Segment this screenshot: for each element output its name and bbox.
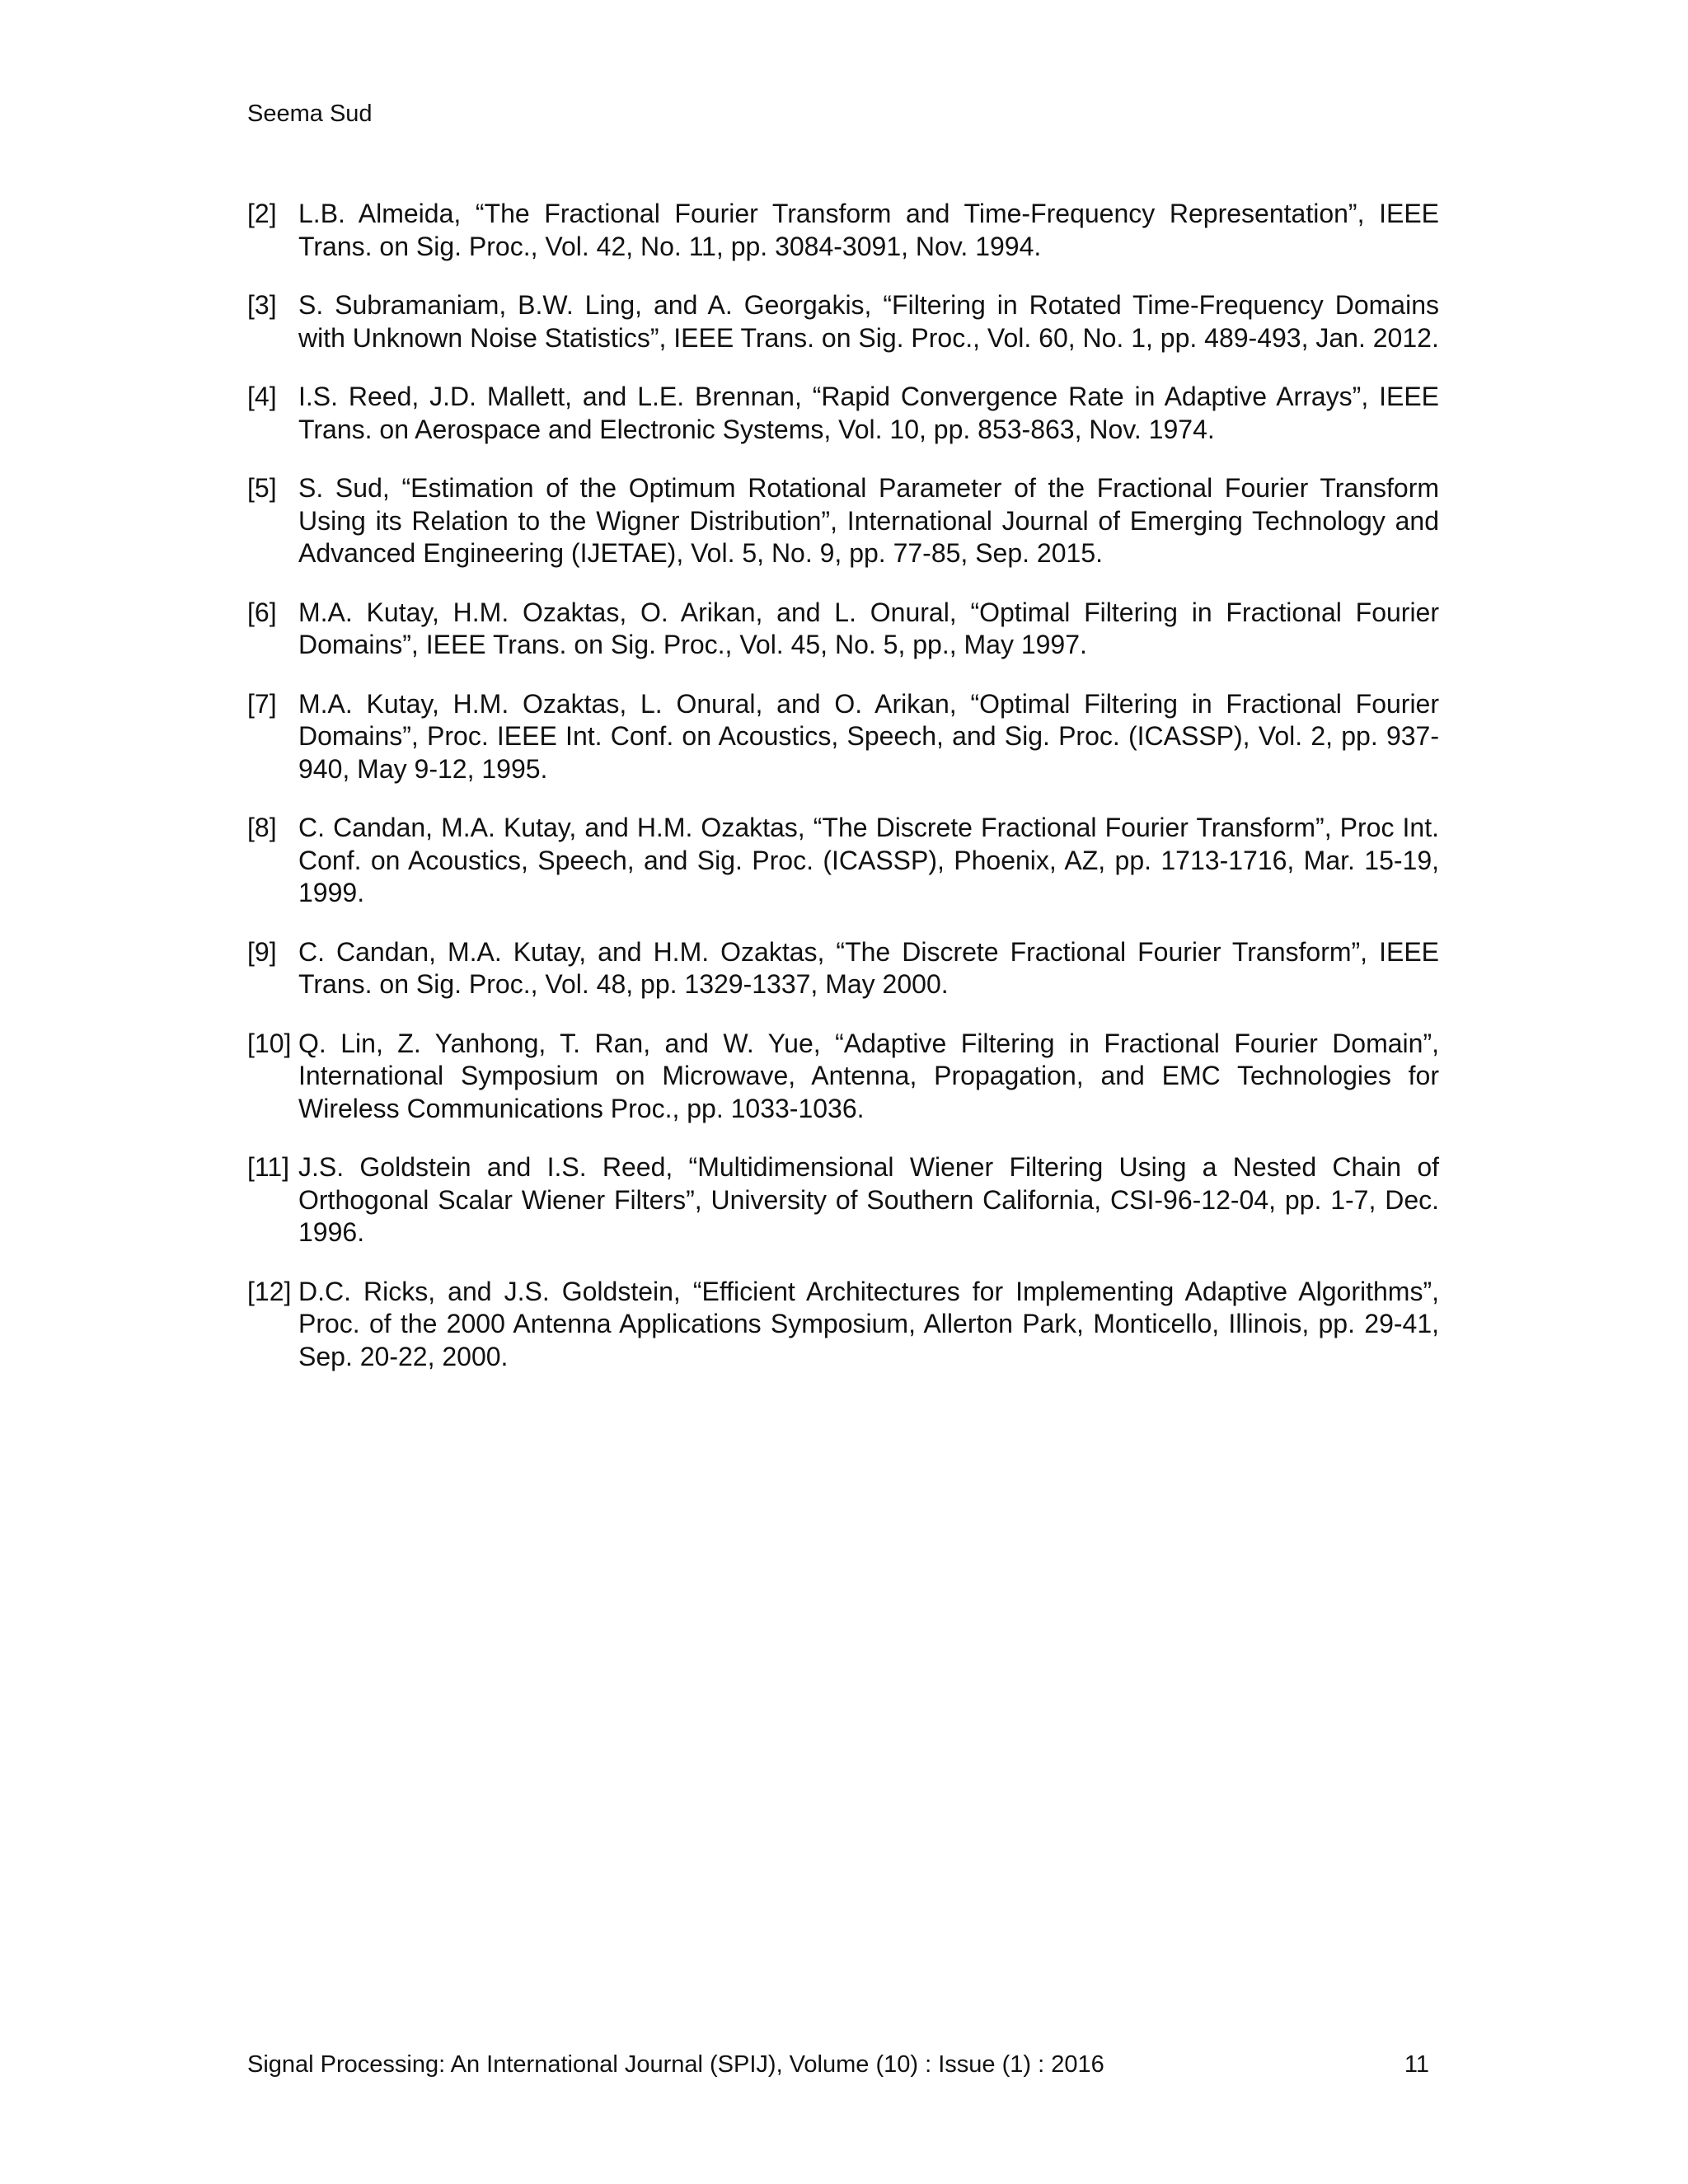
reference-number: [12]	[247, 1276, 292, 1306]
reference-item	[247, 812, 1439, 910]
reference-item	[247, 936, 1439, 1001]
reference-text: J.S. Goldstein and I.S. Reed, “Multidimensional Wiener Filtering Using a Nested Chain of Orthogonal Scalar Wiener Filters”, University of Southern California, CSI-96-12-04, pp. 1-7, Dec. 1996.	[298, 1152, 1439, 1247]
reference-number: [2]	[247, 199, 277, 228]
reference-text: S. Sud, “Estimation of the Optimum Rotational Parameter of the Fractional Fourier Transform Using its Relation to the Wigner Distribution”, International Journal of Emerging Technology and Advanced Engineering (IJETAE), Vol. 5, No. 9, pp. 77-85, Sep. 2015.	[298, 473, 1439, 568]
reference-number: [5]	[247, 473, 277, 503]
reference-number: [8]	[247, 813, 277, 842]
reference-text: D.C. Ricks, and J.S. Goldstein, “Efficient Architectures for Implementing Adaptive Algorithms”, Proc. of the 2000 Antenna Applications Symposium, Allerton Park, Monticello, Illinois, pp. 29-41, Sep. 20-22, 2000.	[298, 1276, 1439, 1371]
reference-item	[247, 1151, 1439, 1249]
reference-number: [7]	[247, 688, 277, 719]
reference-item	[247, 597, 1439, 662]
reference-item	[247, 1028, 1439, 1126]
footer-journal-citation: Signal Processing: An International Journal (SPIJ), Volume (10) : Issue (1) : 2016	[247, 2051, 1104, 2078]
reference-text: M.A. Kutay, H.M. Ozaktas, O. Arikan, and L. Onural, “Optimal Filtering in Fractional Fourier Domains”, IEEE Trans. on Sig. Proc., Vol. 45, No. 5, pp., May 1997.	[298, 597, 1439, 659]
reference-item	[247, 198, 1439, 263]
reference-text: I.S. Reed, J.D. Mallett, and L.E. Brennan, “Rapid Convergence Rate in Adaptive Arrays”, IEEE Trans. on Aerospace and Electronic Systems, Vol. 10, pp. 853-863, Nov. 1974.	[298, 382, 1439, 444]
reference-number: [9]	[247, 936, 277, 967]
reference-text: C. Candan, M.A. Kutay, and H.M. Ozaktas, “The Discrete Fractional Fourier Transform”, IEEE Trans. on Sig. Proc., Vol. 48, pp. 1329-1337, May 2000.	[298, 936, 1439, 999]
reference-text: M.A. Kutay, H.M. Ozaktas, L. Onural, and O. Arikan, “Optimal Filtering in Fractional Fourier Domains”, Proc. IEEE Int. Conf. on Acoustics, Speech, and Sig. Proc. (ICASSP), Vol. 2, pp. 937-940, May 9-12, 1995.	[298, 688, 1439, 784]
running-header-author: Seema Sud	[247, 101, 373, 127]
reference-number: [10]	[247, 1028, 292, 1058]
reference-item	[247, 1276, 1439, 1374]
reference-number: [3]	[247, 290, 277, 320]
reference-number: [4]	[247, 382, 277, 411]
reference-item	[247, 688, 1439, 786]
reference-text: Q. Lin, Z. Yanhong, T. Ran, and W. Yue, “Adaptive Filtering in Fractional Fourier Domain”, International Symposium on Microwave, Antenna, Propagation, and EMC Technologies for Wireless Communications Proc., pp. 1033-1036.	[298, 1028, 1439, 1123]
reference-text: L.B. Almeida, “The Fractional Fourier Transform and Time-Frequency Representation”, IEEE Trans. on Sig. Proc., Vol. 42, No. 11, pp. 3084-3091, Nov. 1994.	[298, 199, 1439, 261]
reference-text: S. Subramaniam, B.W. Ling, and A. Georgakis, “Filtering in Rotated Time-Frequency Domains with Unknown Noise Statistics”, IEEE Trans. on Sig. Proc., Vol. 60, No. 1, pp. 489-493, Jan. 2012.	[298, 290, 1439, 353]
page-number: 11	[1404, 2051, 1429, 2078]
reference-text: C. Candan, M.A. Kutay, and H.M. Ozaktas, “The Discrete Fractional Fourier Transform”, Proc Int. Conf. on Acoustics, Speech, and Sig. Proc. (ICASSP), Phoenix, AZ, pp. 1713-1716, Mar. 15-19, 1999.	[298, 813, 1439, 907]
reference-item	[247, 381, 1439, 446]
reference-item	[247, 472, 1439, 570]
reference-number: [6]	[247, 597, 277, 627]
reference-list	[247, 198, 1439, 1399]
reference-item	[247, 289, 1439, 354]
reference-number: [11]	[247, 1152, 289, 1182]
